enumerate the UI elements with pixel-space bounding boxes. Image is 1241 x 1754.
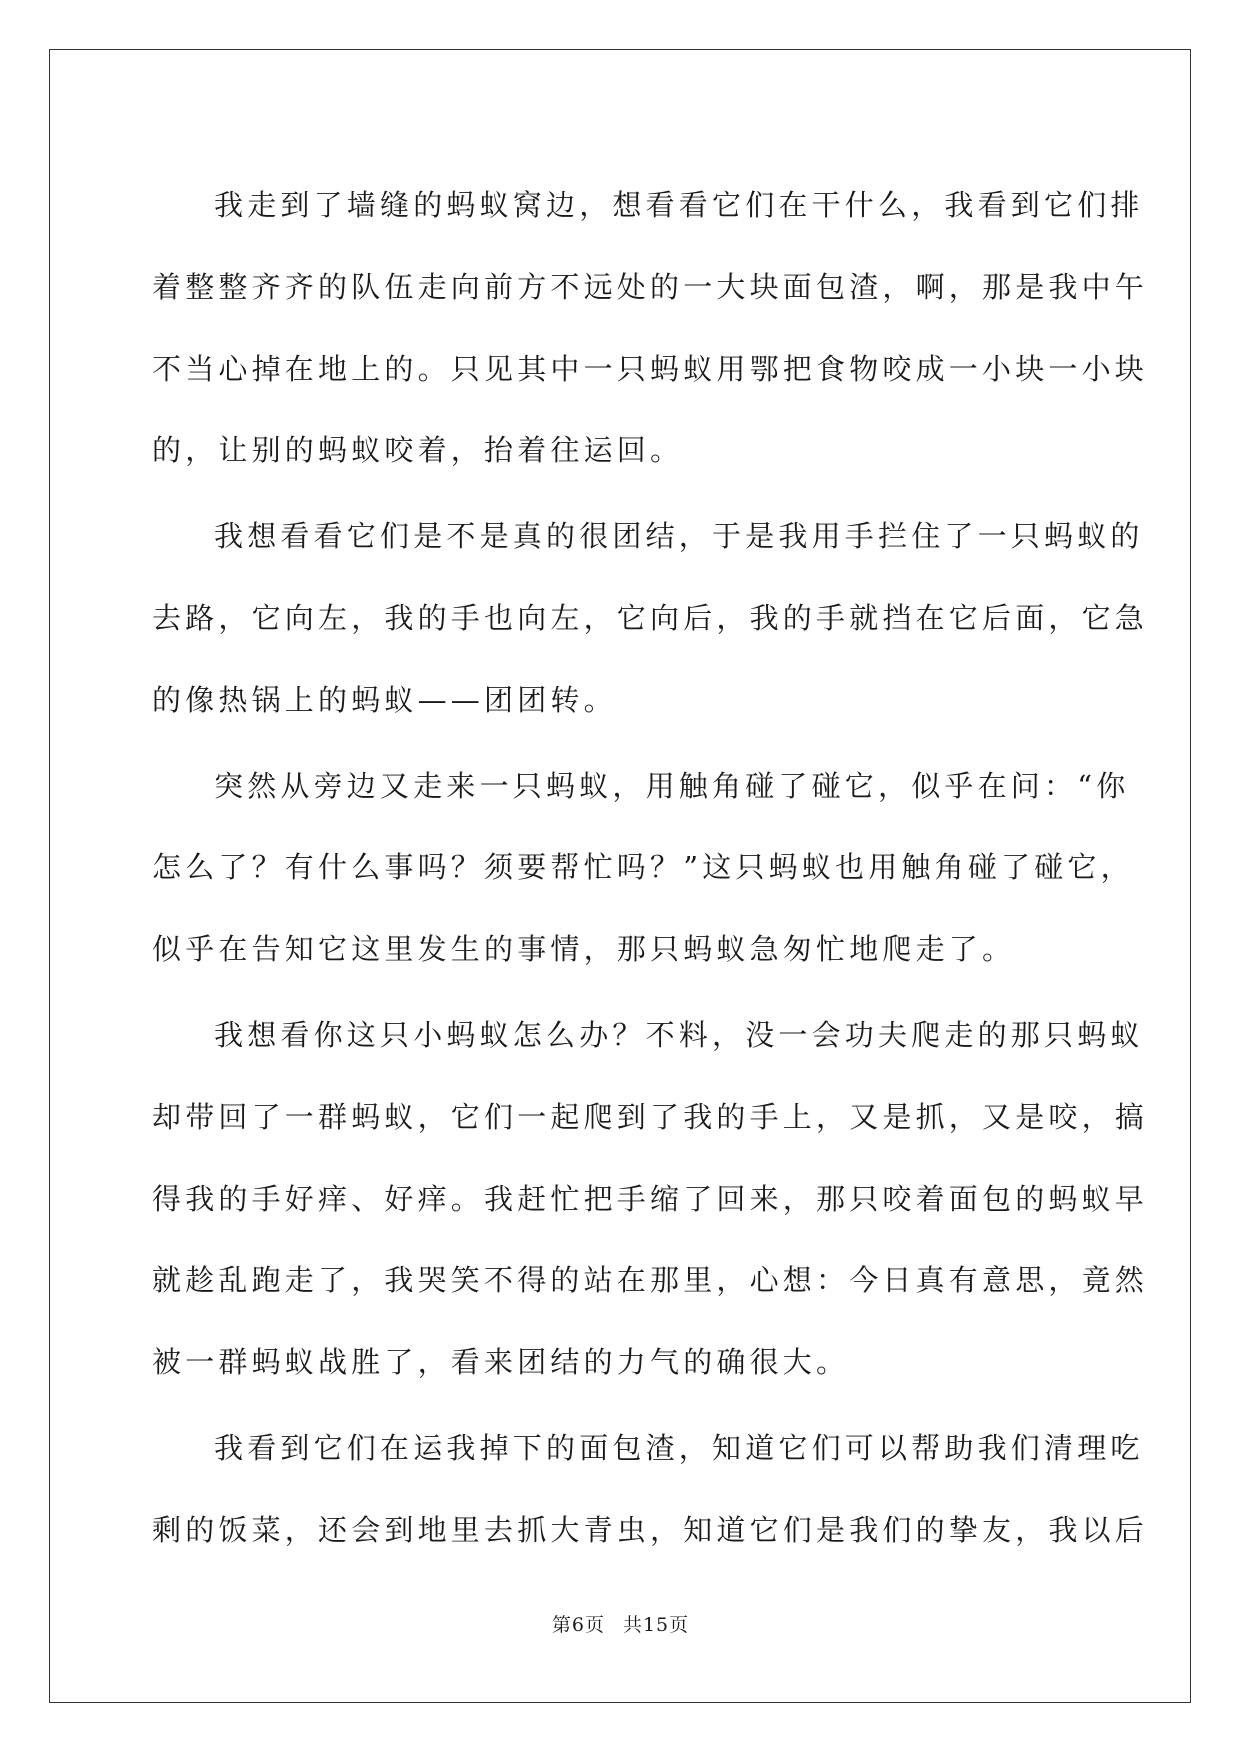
text-line: 突然从旁边又走来一只蚂蚁，用触角碰了碰它，似乎在问：“你 xyxy=(214,768,1130,803)
text-line: 着整整齐齐的队伍走向前方不远处的一大块面包渣，啊，那是我中午 xyxy=(152,269,1149,304)
paragraph-1 xyxy=(152,165,1149,492)
text-line: 得我的手好痒、好痒。我赶忙把手缩了回来，那只咬着面包的蚂蚁早 xyxy=(152,1181,1149,1216)
text-line: 我想看看它们是不是真的很团结，于是我用手拦住了一只蚂蚁的 xyxy=(214,519,1144,554)
text-line: 怎么了？有什么事吗？须要帮忙吗？”这只蚂蚁也用触角碰了碰它， xyxy=(152,850,1134,885)
page-total: 共15页 xyxy=(622,1614,690,1636)
text-line: 的，让别的蚂蚁咬着，抬着往运回。 xyxy=(152,433,684,468)
page-footer xyxy=(0,1610,1241,1637)
paragraph-3 xyxy=(152,746,1134,991)
text-line: 去路，它向左，我的手也向左，它向后，我的手就挡在它后面，它急 xyxy=(152,600,1149,635)
document-body xyxy=(152,165,1149,1576)
text-line: 被一群蚂蚁战胜了，看来团结的力气的确很大。 xyxy=(152,1345,850,1380)
text-line: 不当心掉在地上的。只见其中一只蚂蚁用鄂把食物咬成一小块一小块 xyxy=(152,351,1149,386)
text-line: 却带回了一群蚂蚁，它们一起爬到了我的手上，又是抓，又是咬，搞 xyxy=(152,1099,1149,1134)
text-line: 我看到它们在运我掉下的面包渣，知道它们可以帮助我们清理吃 xyxy=(214,1430,1144,1465)
text-line: 我想看你这只小蚂蚁怎么办？不料，没一会功夫爬走的那只蚂蚁 xyxy=(214,1017,1144,1052)
text-line: 我走到了墙缝的蚂蚁窝边，想看看它们在干什么，我看到它们排 xyxy=(214,188,1144,222)
paragraph-5 xyxy=(152,1408,1149,1572)
text-line: 的像热锅上的蚂蚁——团团转。 xyxy=(152,682,617,717)
text-line: 就趁乱跑走了，我哭笑不得的站在那里，心想：今日真有意思，竟然 xyxy=(152,1263,1149,1298)
paragraph-2 xyxy=(152,496,1149,741)
paragraph-4 xyxy=(152,995,1149,1404)
text-line: 剩的饭菜，还会到地里去抓大青虫，知道它们是我们的挚友，我以后 xyxy=(152,1512,1149,1547)
text-line: 似乎在告知它这里发生的事情，那只蚂蚁急匆忙地爬走了。 xyxy=(152,932,1016,967)
page-number: 第6页 xyxy=(551,1614,605,1636)
